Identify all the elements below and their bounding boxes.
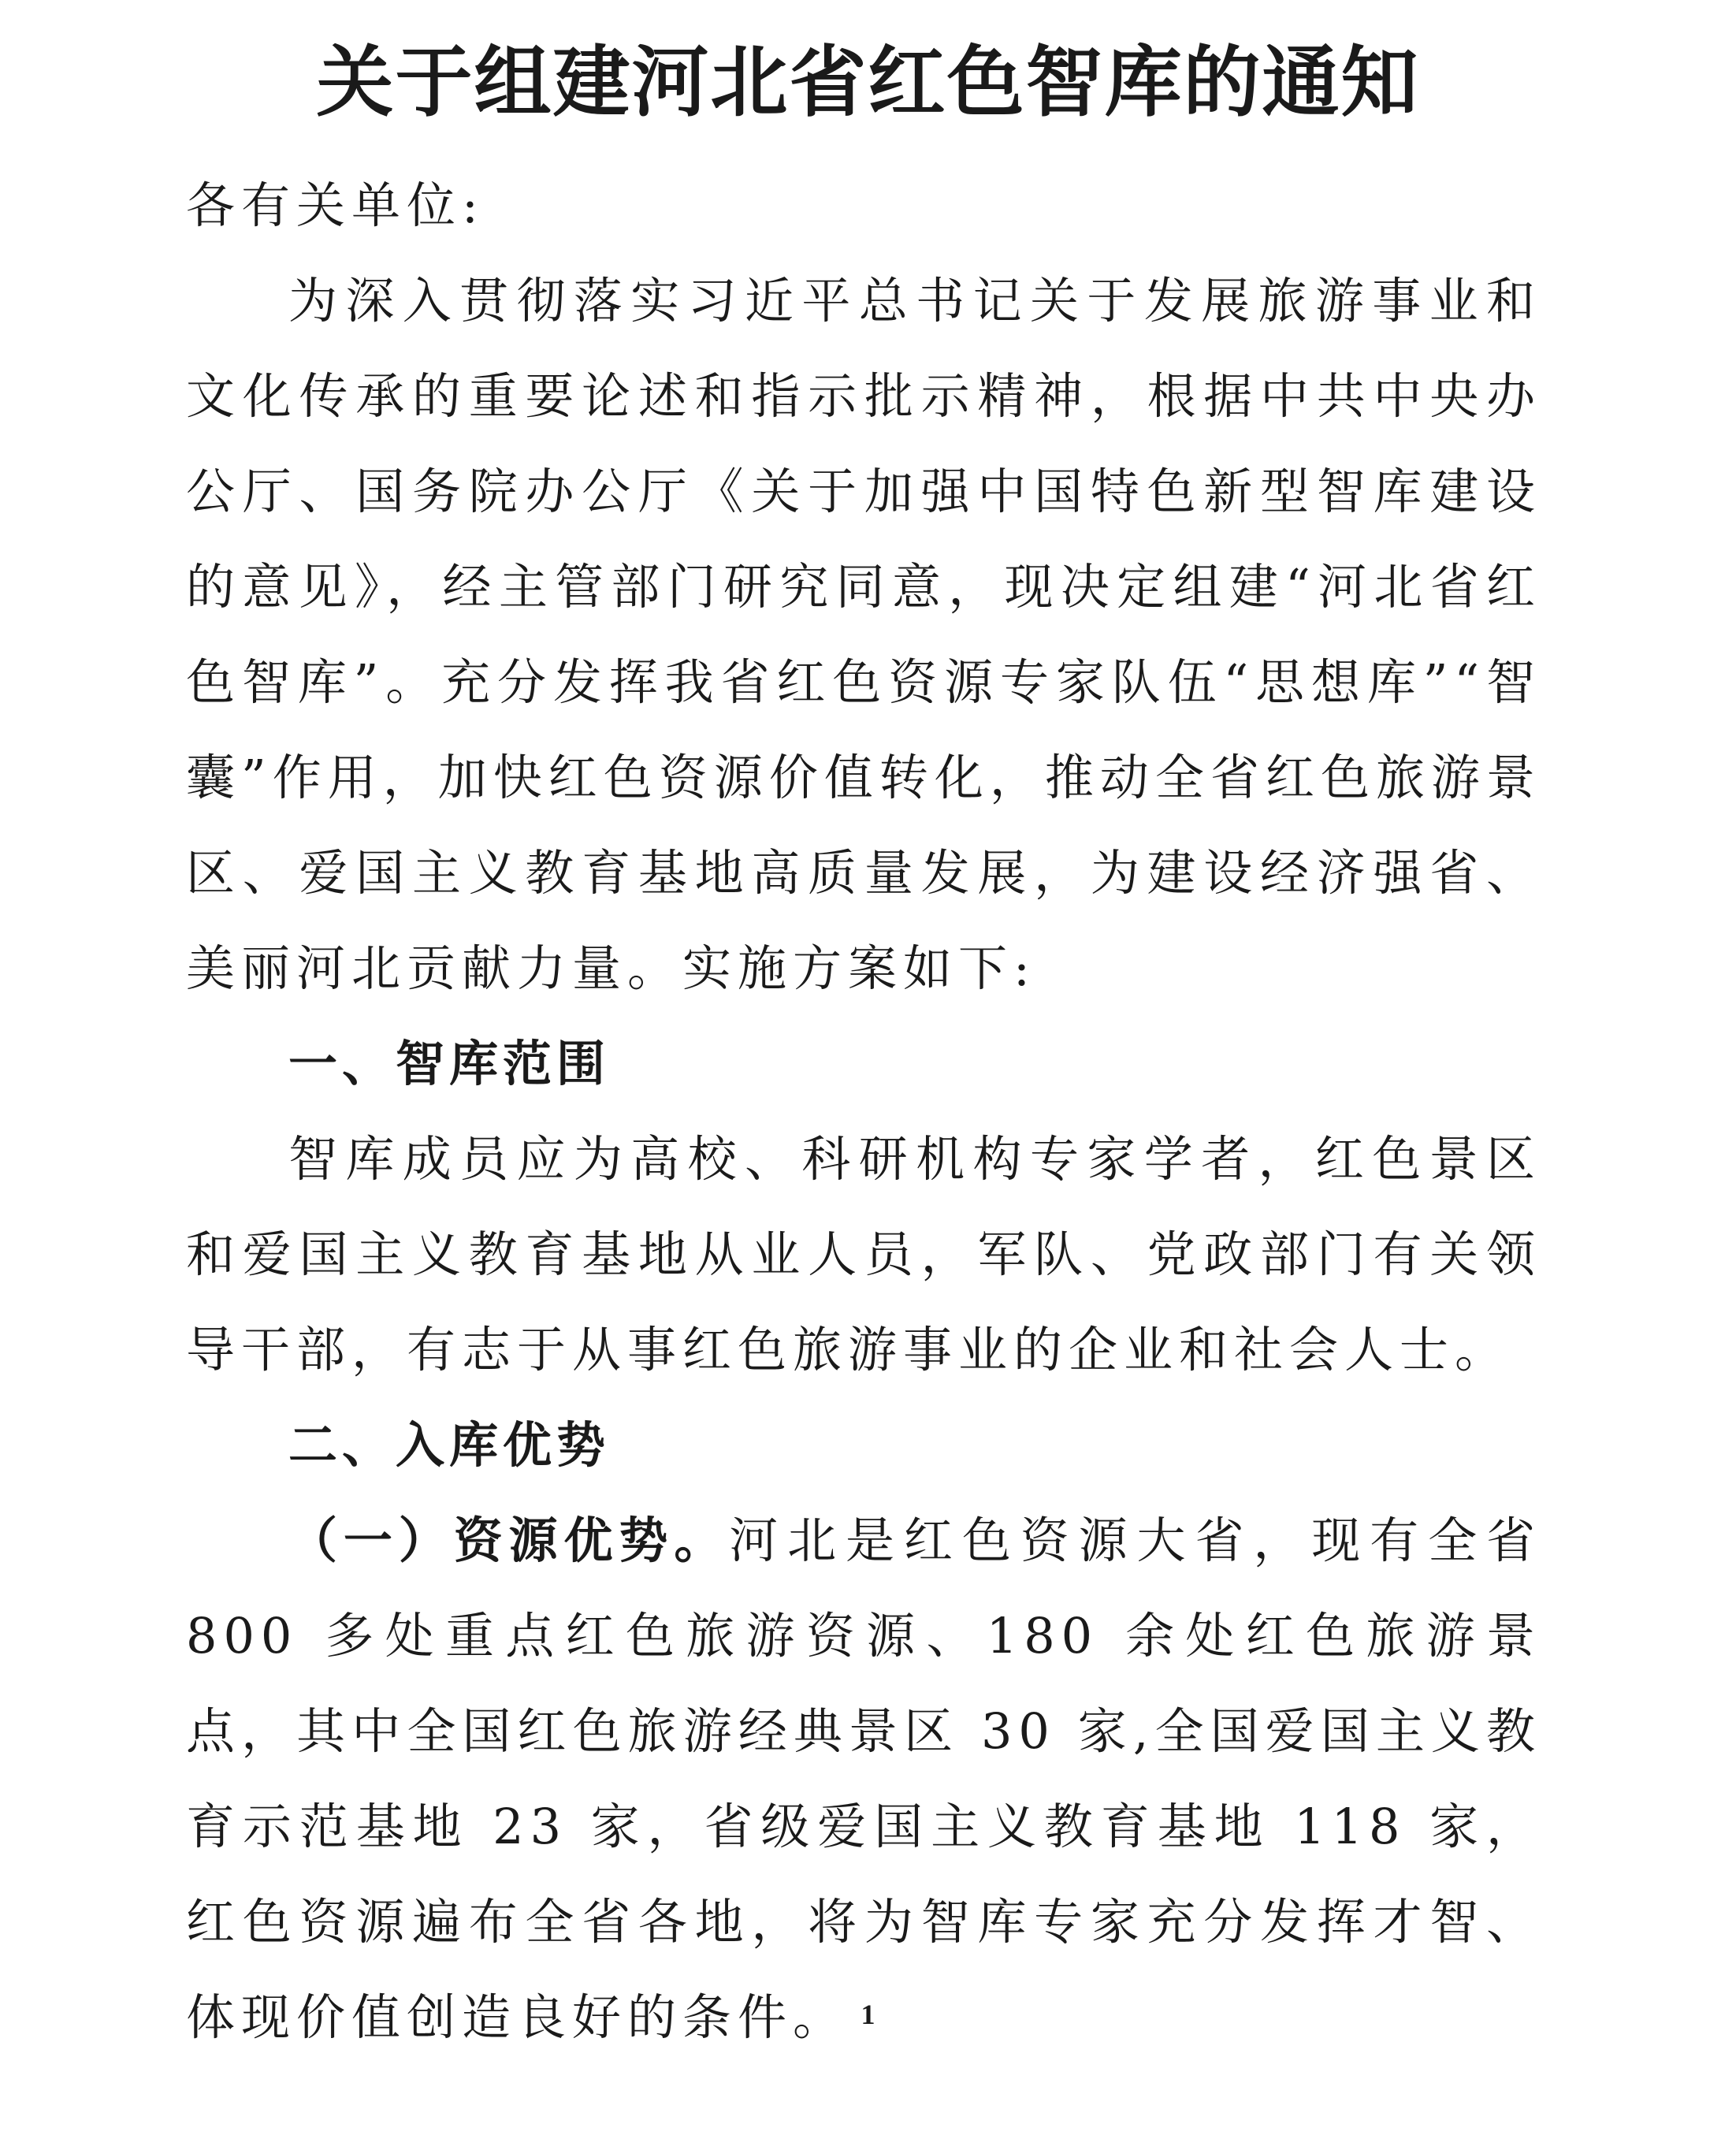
resource-advantage-paragraph <box>186 1493 1541 2065</box>
page-number: 1 <box>861 1999 875 2030</box>
document-body <box>186 158 1541 2065</box>
section-heading-advantages: 二、入库优势 <box>288 1416 611 1474</box>
scope-paragraph: 智库成员应为高校、科研机构专家学者，红色景区和爱国主义教育基地从业人员，军队、党政部门有关领导干部，有志于从事红色旅游事业的企业和社会人士。 <box>186 1130 1541 1378</box>
resource-advantage-lead: （一）资源优势。 <box>288 1512 730 1569</box>
document-title: 关于组建河北省红色智库的通知 <box>316 37 1420 128</box>
intro-paragraph: 为深入贯彻落实习近平总书记关于发展旅游事业和文化传承的重要论述和指示批示精神，根据中共中央办公厅、国务院办公厅《关于加强中国特色新型智库建设的意见》，经主管部门研究同意，现决定组建“河北省红色智库”。充分发挥我省红色资源专家队伍“思想库”“智囊”作用，加快红色资源价值转化，推动全省红色旅游景区、爱国主义教育基地高质量发展，为建设经济强省、美丽河北贡献力量。实施方案如下: <box>186 272 1541 997</box>
section-heading-scope: 一、智库范围 <box>288 1035 611 1092</box>
resource-advantage-text: 河北是红色资源大省，现有全省 800 多处重点红色旅游资源、180 余处红色旅游景点，其中全国红色旅游经典景区 30 家,全国爱国主义教育示范基地 23 家，省级爱国主义教育基地 118 家，红色资源遍布全省各地，将为智库专家充分发挥才智、体现价值创造良好的条件。 <box>186 1512 1541 2046</box>
salutation: 各有关单位: <box>186 177 485 234</box>
